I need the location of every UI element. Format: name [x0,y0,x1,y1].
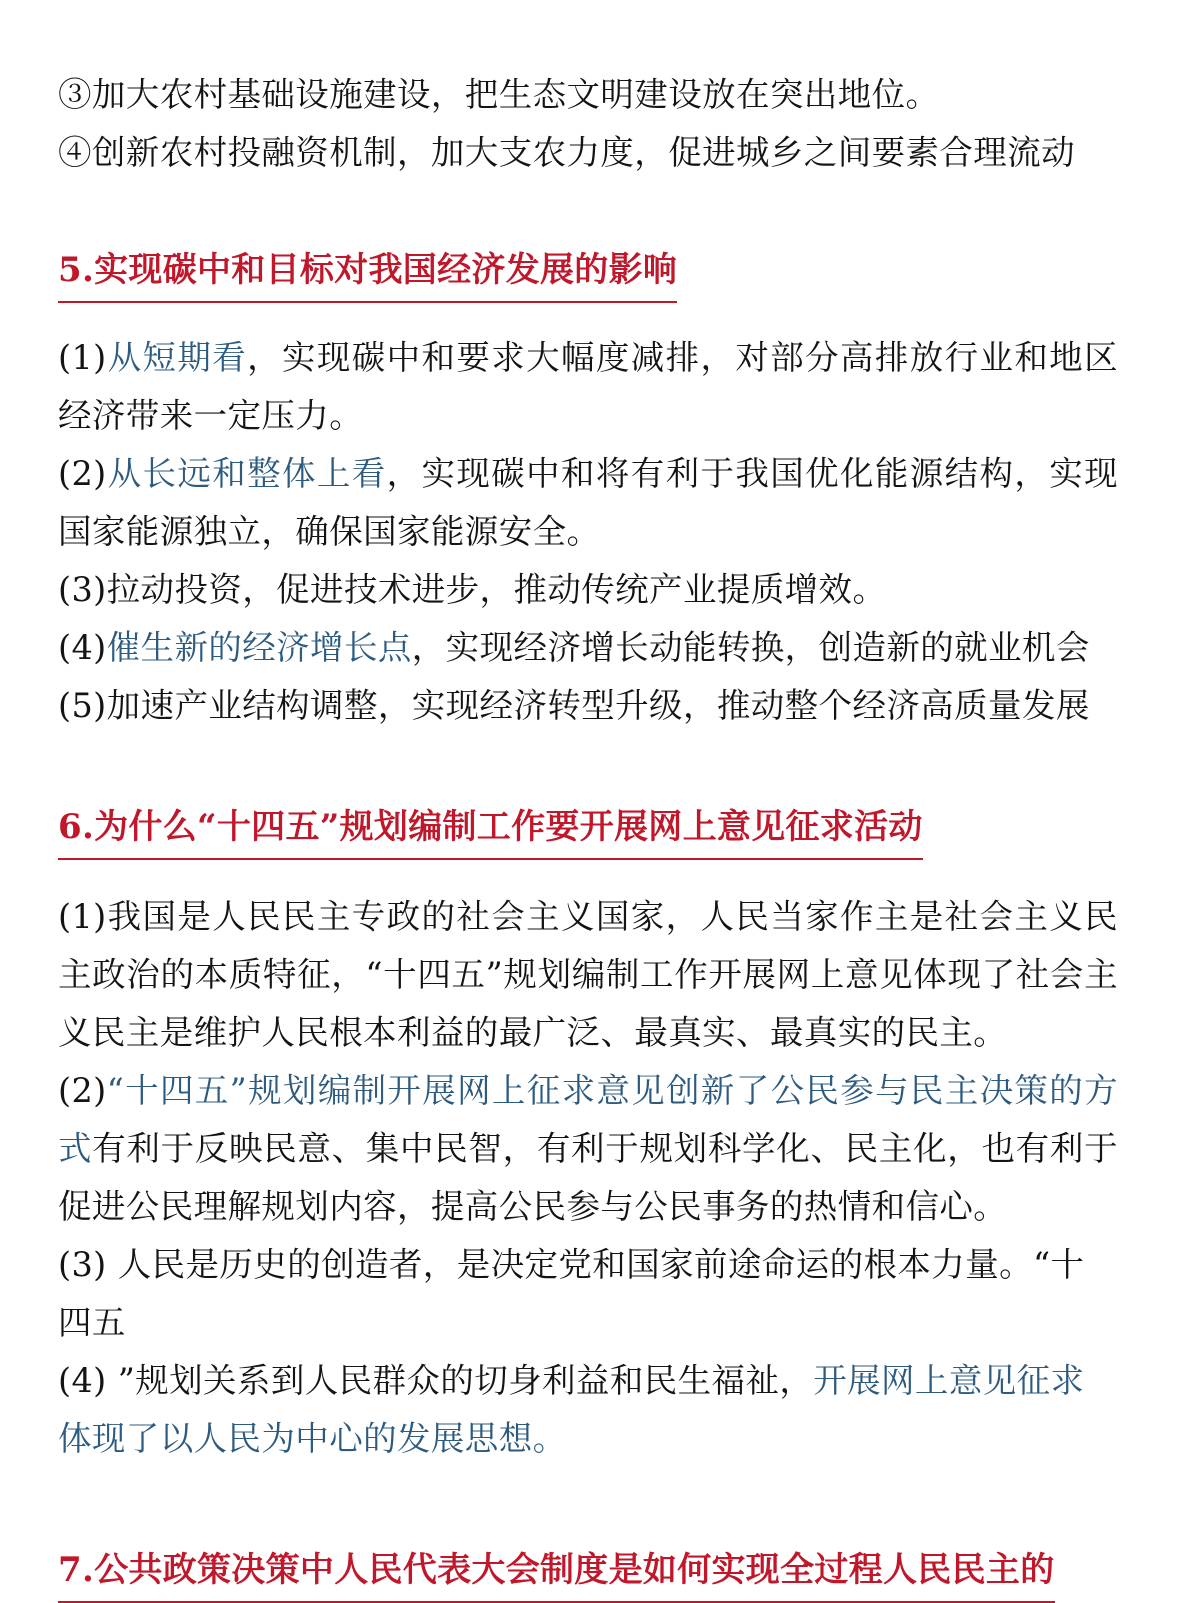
item-marker: (2) [58,1071,107,1110]
section-6-item-4 [58,1352,1118,1468]
item-marker: (4) [58,628,107,667]
item-marker: (4) [58,1361,118,1400]
section-5-item-2 [58,445,1118,561]
section-6-heading: 6.为什么“十四五”规划编制工作要开展网上意见征求活动 [58,801,923,860]
section-6-item-2 [58,1062,1118,1236]
spacer-before-section-6 [58,735,1118,801]
item-marker: (3) [58,1245,118,1284]
section-6-item-3 [58,1236,1118,1352]
spacer-after-section-5-heading [58,303,1118,329]
spacer-before-section-7 [58,1468,1118,1544]
section-5-items [58,329,1118,735]
spacer-after-section-6-heading [58,860,1118,888]
item-text: 拉动投资，促进技术进步，推动传统产业提质增效。 [106,570,887,609]
section-6-items [58,888,1118,1468]
item-text: ”规划关系到人民群众的切身利益和民生福祉， [117,1361,814,1400]
intro-item-3: ③加大农村基础设施建设，把生态文明建设放在突出地位。 [58,75,940,114]
item-marker: (2) [58,454,107,493]
intro-item-4: ④创新农村投融资机制，加大支农力度，促进城乡之间要素合理流动 [58,133,1075,172]
item-text: 加速产业结构调整，实现经济转型升级，推动整个经济高质量发展 [106,686,1090,725]
item-text: 有利于反映民意、集中民智，有利于规划科学化、民主化，也有利于促进公民理解规划内容，提高公民参与公民事务的热情和信心。 [58,1129,1118,1226]
section-6-item-1 [58,888,1118,1062]
item-marker: (1) [58,338,107,377]
item-text: ，实现碳中和将有利于我国优化能源结构，实现国家能源独立，确保国家能源安全。 [58,454,1118,551]
section-5-heading-wrap [58,244,1118,303]
item-emphasis: 从长远和整体上看 [106,454,387,493]
section-5-item-3 [58,561,1118,619]
item-marker: (3) [58,570,107,609]
item-emphasis: “十四五”规划编制开展网上征求意见创新了公民参与民主决策的方式 [58,1071,1118,1168]
intro-block [58,66,1118,182]
item-text: 我国是人民民主专政的社会主义国家，人民当家作主是社会主义民主政治的本质特征，“十四五”规划编制工作开展网上意见体现了社会主义民主是维护人民根本利益的最广泛、最真实、最真实的民主。 [58,897,1118,1052]
item-emphasis: 催生新的经济增长点 [106,628,412,667]
section-5-item-5 [58,677,1118,735]
item-text: ，实现经济增长动能转换，创造新的就业机会 [411,628,1090,667]
item-marker: (5) [58,686,107,725]
section-5-item-4 [58,619,1118,677]
item-marker: (1) [58,897,107,936]
section-6-heading-wrap [58,801,1118,860]
item-emphasis: 开展网上意见征求体现了以人民为中心的发展思想。 [58,1361,1085,1458]
spacer-before-section-5 [58,182,1118,244]
section-5-heading: 5.实现碳中和目标对我国经济发展的影响 [58,244,677,303]
section-7-heading: 7.公共政策决策中人民代表大会制度是如何实现全过程人民民主的 [58,1544,1055,1603]
item-emphasis: 从短期看 [106,338,248,377]
section-7-heading-wrap [58,1544,1118,1603]
item-text: ，实现碳中和要求大幅度减排，对部分高排放行业和地区经济带来一定压力。 [58,338,1118,435]
item-text: 人民是历史的创造者，是决定党和国家前途命运的根本力量。“十四五 [58,1245,1085,1342]
section-5-item-1 [58,329,1118,445]
